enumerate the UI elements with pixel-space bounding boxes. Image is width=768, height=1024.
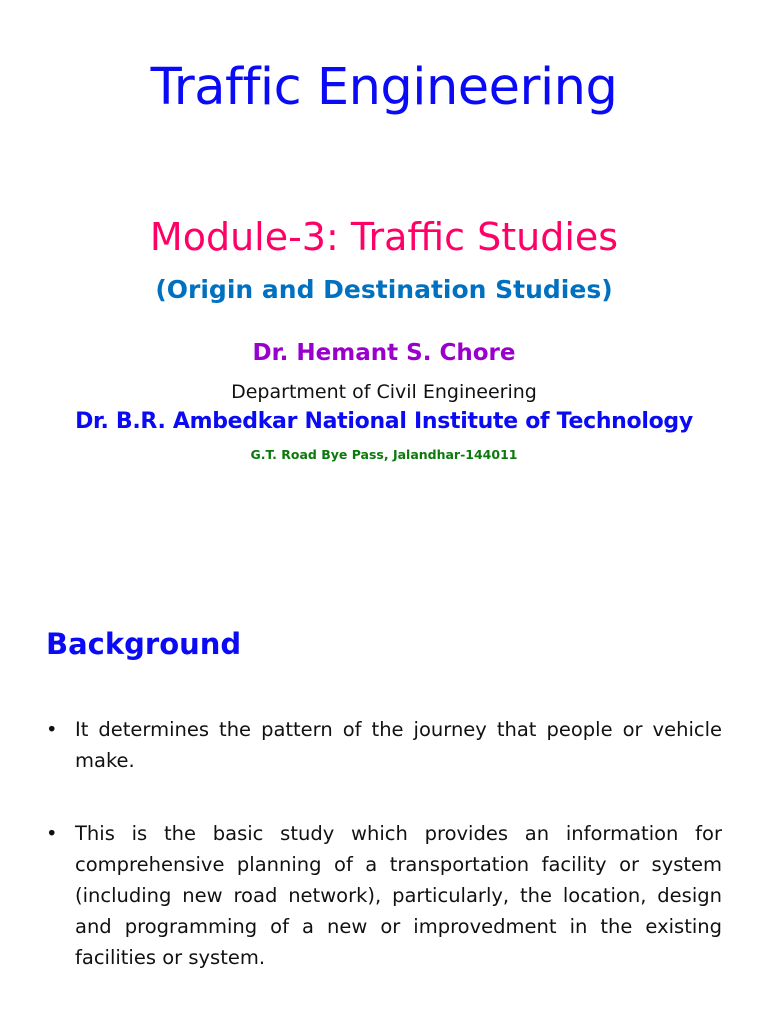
module-title: Module-3: Traffic Studies: [149, 215, 619, 259]
bullet-text: It determines the pattern of the journey that people or vehicle make.: [75, 718, 722, 772]
institute-name: Dr. B.R. Ambedkar National Institute of Technology: [75, 409, 693, 434]
module-subtitle: (Origin and Destination Studies): [155, 275, 613, 304]
slide-title: Traffic Engineering: [150, 58, 618, 117]
section-heading: Background: [46, 627, 242, 661]
bullet-item: [46, 818, 722, 973]
bullet-icon: •: [46, 718, 58, 741]
bullet-item: [46, 714, 722, 776]
department-name: Department of Civil Engineering: [231, 381, 537, 403]
bullet-list: [46, 714, 722, 1015]
institute-address: G.T. Road Bye Pass, Jalandhar-144011: [250, 447, 518, 462]
bullet-text: This is the basic study which provides an information for comprehensive planning of a transportation facility or system (including new road network), particularly, the location, design and programming of a new or improvedment in the existing facilities or system.: [75, 822, 722, 969]
author-name: Dr. Hemant S. Chore: [252, 340, 516, 366]
bullet-icon: •: [46, 822, 58, 845]
